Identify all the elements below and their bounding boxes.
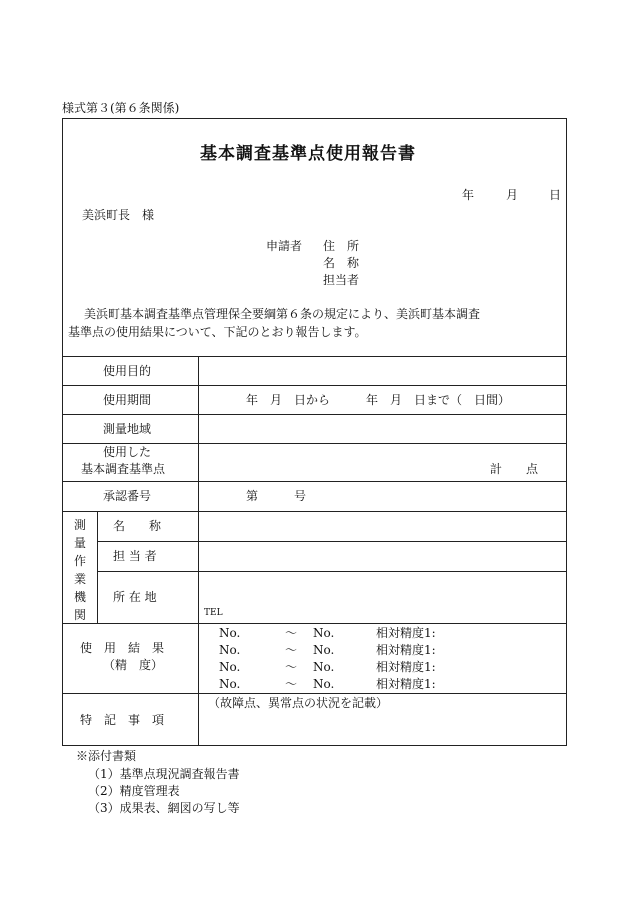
attachment-item: （2）精度管理表 bbox=[88, 784, 180, 798]
points-label-line2: 基本調査基準点 bbox=[81, 462, 166, 476]
rule bbox=[62, 481, 567, 482]
document-title: 基本調査基準点使用報告書 bbox=[200, 144, 416, 164]
result-precision: 相対精度1: bbox=[376, 677, 436, 691]
result-tilde: 〜 bbox=[285, 677, 298, 691]
org-location-label: 所 在 地 bbox=[113, 590, 157, 604]
addressee: 美浜町長 様 bbox=[82, 208, 155, 222]
attachment-item: （3）成果表、網図の写し等 bbox=[88, 801, 240, 815]
result-label: 使 用 結 果 bbox=[80, 641, 165, 655]
rule bbox=[62, 511, 567, 512]
rule bbox=[62, 693, 567, 694]
result-tilde: 〜 bbox=[285, 643, 298, 657]
result-no-to: No. bbox=[313, 626, 335, 640]
result-no-to: No. bbox=[313, 677, 335, 691]
applicant-label: 申請者 bbox=[266, 239, 303, 253]
points-value: 計 点 bbox=[490, 462, 539, 476]
rule bbox=[62, 414, 567, 415]
org-label-char: 業 bbox=[74, 572, 87, 586]
org-label-char: 測 bbox=[74, 518, 87, 532]
area-label: 測量地域 bbox=[103, 422, 152, 436]
result-no-from: No. bbox=[219, 660, 241, 674]
date-year: 年 bbox=[462, 188, 475, 202]
rule bbox=[97, 541, 567, 542]
points-label-line1: 使用した bbox=[103, 445, 152, 459]
org-name-label: 名 称 bbox=[113, 519, 162, 533]
period-value: 年 月 日から 年 月 日まで（ 日間） bbox=[246, 393, 511, 407]
applicant-address-label: 住 所 bbox=[323, 239, 360, 253]
result-precision: 相対精度1: bbox=[376, 626, 436, 640]
result-no-to: No. bbox=[313, 660, 335, 674]
result-no-from: No. bbox=[219, 626, 241, 640]
body-text-line1: 美浜町基本調査基準点管理保全要綱第６条の規定により、美浜町基本調査 bbox=[84, 307, 481, 321]
result-precision: 相対精度1: bbox=[376, 660, 436, 674]
applicant-person-label: 担当者 bbox=[323, 273, 360, 287]
notes-hint: （故障点、異常点の状況を記載） bbox=[208, 696, 389, 710]
notes-label: 特 記 事 項 bbox=[80, 713, 165, 727]
approval-label: 承認番号 bbox=[103, 489, 152, 503]
form-number: 様式第３(第６条関係) bbox=[62, 101, 180, 115]
rule bbox=[97, 571, 567, 572]
tel-label: TEL bbox=[204, 608, 223, 618]
rule bbox=[62, 385, 567, 386]
result-tilde: 〜 bbox=[285, 660, 298, 674]
date-month: 月 bbox=[506, 188, 519, 202]
rule bbox=[97, 511, 98, 623]
body-text-line2: 基準点の使用結果について、下記のとおり報告します。 bbox=[68, 325, 367, 339]
result-precision: 相対精度1: bbox=[376, 643, 436, 657]
result-no-from: No. bbox=[219, 677, 241, 691]
org-label-char: 関 bbox=[74, 608, 87, 622]
result-sublabel: （精 度） bbox=[103, 658, 164, 672]
attachment-item: （1）基準点現況調査報告書 bbox=[88, 767, 240, 781]
period-label: 使用期間 bbox=[103, 393, 152, 407]
rule bbox=[62, 623, 567, 624]
applicant-name-label: 名 称 bbox=[323, 256, 360, 270]
attachments-heading: ※添付書類 bbox=[76, 749, 137, 763]
rule bbox=[198, 356, 199, 746]
result-no-from: No. bbox=[219, 643, 241, 657]
rule bbox=[62, 443, 567, 444]
org-person-label: 担 当 者 bbox=[113, 549, 157, 563]
approval-value: 第 号 bbox=[246, 489, 307, 503]
org-label-char: 機 bbox=[74, 590, 87, 604]
rule bbox=[62, 356, 567, 357]
result-tilde: 〜 bbox=[285, 626, 298, 640]
date-day: 日 bbox=[549, 188, 562, 202]
org-label-char: 作 bbox=[74, 554, 87, 568]
org-label-char: 量 bbox=[74, 536, 87, 550]
purpose-label: 使用目的 bbox=[103, 364, 152, 378]
result-no-to: No. bbox=[313, 643, 335, 657]
